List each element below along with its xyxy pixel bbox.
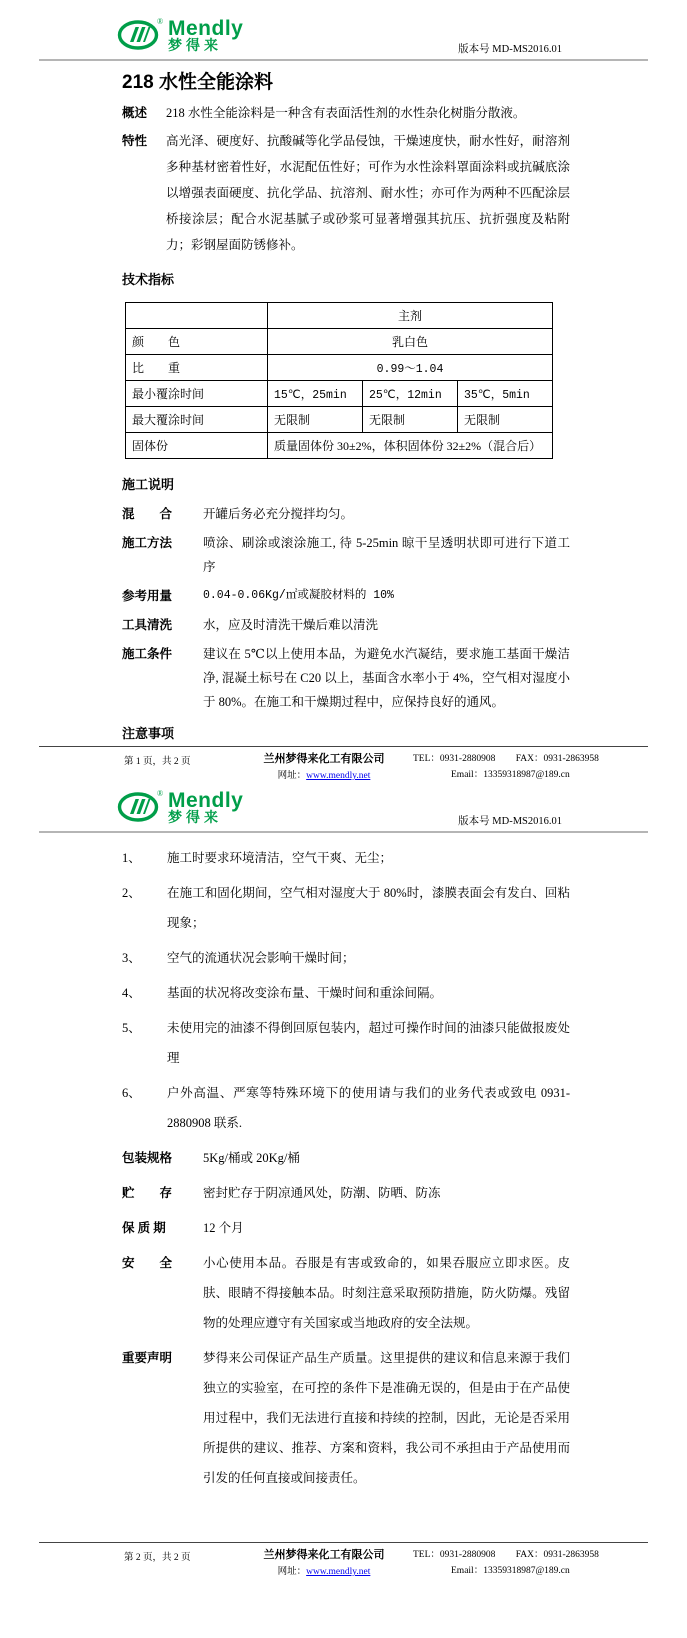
overview-row — [122, 100, 570, 126]
registered-mark-icon: ® — [157, 789, 164, 798]
note-item-4-number: 4、 — [122, 986, 141, 1000]
spec-solids-label: 固体份 — [126, 433, 268, 459]
company-name: 兰州梦得来化工有限公司 — [263, 1549, 385, 1561]
spec-color-value: 乳白色 — [268, 329, 553, 355]
spec-row-color — [126, 329, 553, 355]
shelf-life-row — [122, 1213, 570, 1243]
method-row — [122, 531, 570, 579]
spec-min-recoat-35: 35℃，5min — [458, 381, 553, 407]
overview-label: 概述 — [122, 106, 148, 120]
spec-max-recoat-2: 无限制 — [363, 407, 458, 433]
page1-page-number: 第 1 页，共 2 页 — [124, 757, 191, 767]
tel-number: TEL：0931-2880908 — [413, 754, 496, 764]
note-item-6-number: 6、 — [122, 1086, 141, 1100]
tech-specs-heading: 技术指标 — [122, 272, 175, 287]
spec-min-recoat-15: 15℃，25min — [268, 381, 363, 407]
brand-name: Mendly — [168, 17, 244, 40]
spec-row-gravity — [126, 355, 553, 381]
spec-row-min-recoat — [126, 381, 553, 407]
spec-max-recoat-3: 无限制 — [458, 407, 553, 433]
storage-row — [122, 1178, 570, 1208]
storage-text: 密封贮存于阴凉通风处，防潮、防晒、防冻 — [203, 1186, 441, 1200]
spec-table — [125, 302, 553, 459]
conditions-text: 建议在 5℃以上使用本品，为避免水汽凝结，要求施工基面干燥洁净, 混凝土标号在 C20 以上，基面含水率小于 4%，空气相对湿度小于 80%。在施工和干燥期过程中，应保持良好的通风。 — [203, 647, 570, 709]
spec-cell-empty — [126, 303, 268, 329]
overview-text: 218 水性全能涂料是一种含有表面活性剂的水性杂化树脂分散液。 — [166, 106, 526, 120]
method-label: 施工方法 — [122, 536, 173, 550]
version-number: 版本号 MD-MS2016.01 — [458, 44, 562, 55]
dosage-label: 参考用量 — [122, 589, 173, 603]
spec-gravity-value: 0.99～1.04 — [268, 355, 553, 381]
mendly-logo-icon — [117, 788, 165, 828]
product-title: 218 水性全能涂料 — [122, 72, 273, 93]
features-label: 特性 — [122, 134, 148, 148]
spec-min-recoat-25: 25℃，12min — [363, 381, 458, 407]
dosage-row — [122, 584, 570, 608]
mendly-logo-icon — [117, 16, 165, 56]
conditions-row — [122, 642, 570, 714]
construction-heading: 施工说明 — [122, 477, 175, 492]
mixing-text: 开罐后务必充分搅拌均匀。 — [203, 507, 354, 521]
brand-name: Mendly — [168, 789, 244, 812]
note-item-5-text: 未使用完的油漆不得倒回原包装内，超过可操作时间的油漆只能做报废处理 — [167, 1021, 570, 1065]
page2-header — [39, 788, 648, 833]
features-text: 高光泽、硬度好、抗酸碱等化学品侵蚀，干燥速度快，耐水性好，耐溶剂多种基材密着性好，水泥配伍性好；可作为水性涂料罩面涂料或抗碱底涂以增强表面硬度、抗化学品、抗溶剂、耐水性；亦可作为两种不匹配涂层桥接涂层；配合水泥基腻子或砂浆可显著增强其抗压、抗折强度及粘附力；彩钢屋面防锈修补。 — [166, 134, 570, 252]
website-link[interactable]: www.mendly.net — [306, 1567, 371, 1577]
brand-name-cn: 梦得来 — [168, 39, 222, 54]
spec-row-header — [126, 303, 553, 329]
note-item-2 — [122, 878, 570, 938]
storage-label: 贮 存 — [122, 1186, 173, 1200]
notes-heading: 注意事项 — [122, 726, 175, 741]
note-item-6 — [122, 1078, 570, 1138]
spec-max-recoat-label: 最大覆涂时间 — [126, 407, 268, 433]
brand-name-cn: 梦得来 — [168, 811, 222, 826]
note-item-5 — [122, 1013, 570, 1073]
dosage-text: 0.04-0.06Kg/㎡或凝胶材料的 10% — [203, 589, 394, 602]
note-item-2-text: 在施工和固化期间，空气相对湿度大于 80%时，漆膜表面会有发白、回粘现象； — [167, 886, 570, 930]
note-item-4-text: 基面的状况将改变涂布量、干燥时间和重涂间隔。 — [167, 986, 443, 1000]
spec-min-recoat-label: 最小覆涂时间 — [126, 381, 268, 407]
shelf-life-text: 12 个月 — [203, 1221, 244, 1235]
note-item-1-number: 1、 — [122, 851, 141, 865]
page1-footer — [39, 746, 648, 780]
disclaimer-label: 重要声明 — [122, 1351, 173, 1365]
page2-page-number: 第 2 页，共 2 页 — [124, 1553, 191, 1563]
page1-content — [122, 61, 570, 746]
note-item-2-number: 2、 — [122, 886, 141, 900]
shelf-life-label: 保 质 期 — [122, 1221, 166, 1235]
tool-clean-row — [122, 613, 570, 637]
email-address: Email：13359318987@189.cn — [451, 770, 570, 780]
spec-row-solids — [126, 433, 553, 459]
note-item-3-text: 空气的流通状况会影响干燥时间； — [167, 951, 355, 965]
mixing-label: 混 合 — [122, 507, 173, 521]
spec-row-max-recoat — [126, 407, 553, 433]
spec-max-recoat-1: 无限制 — [268, 407, 363, 433]
company-logo — [117, 16, 243, 56]
page1-header — [39, 16, 648, 61]
tel-number: TEL：0931-2880908 — [413, 1550, 496, 1560]
safety-label: 安 全 — [122, 1256, 173, 1270]
packaging-label: 包装规格 — [122, 1151, 173, 1165]
disclaimer-text: 梦得来公司保证产品生产质量。这里提供的建议和信息来源于我们独立的实验室，在可控的条件下是准确无误的，但是由于在产品使用过程中，我们无法进行直接和持续的控制，因此，无论是否采用所提供的建议、推荐、方案和资料，我公司不承担由于产品使用而引发的任何直接或间接责任。 — [203, 1351, 570, 1485]
email-address: Email：13359318987@189.cn — [451, 1566, 570, 1576]
company-name: 兰州梦得来化工有限公司 — [263, 753, 385, 765]
web-label: 网址： — [277, 1567, 307, 1577]
note-item-1-text: 施工时要求环境清洁，空气干爽、无尘； — [167, 851, 393, 865]
note-item-5-number: 5、 — [122, 1021, 141, 1035]
method-text: 喷涂、刷涂或滚涂施工, 待 5-25min 晾干呈透明状即可进行下道工序 — [203, 536, 570, 574]
spec-color-label: 颜 色 — [126, 329, 268, 355]
page-1 — [0, 0, 687, 780]
page2-content — [122, 843, 570, 1498]
page2-footer — [39, 1542, 648, 1583]
tool-clean-text: 水，应及时清洗干燥后难以清洗 — [203, 618, 379, 632]
spec-main-agent: 主剂 — [268, 303, 553, 329]
note-item-6-text: 户外高温、严寒等特殊环境下的使用请与我们的业务代表或致电 0931-2880908 联系. — [167, 1086, 570, 1130]
packaging-text: 5Kg/桶或 20Kg/桶 — [203, 1151, 300, 1165]
version-number: 版本号 MD-MS2016.01 — [458, 816, 562, 827]
web-label: 网址： — [277, 771, 307, 780]
tool-clean-label: 工具清洗 — [122, 618, 173, 632]
safety-row — [122, 1248, 570, 1338]
features-row — [122, 128, 570, 258]
fax-number: FAX：0931-2863958 — [515, 754, 599, 764]
conditions-label: 施工条件 — [122, 647, 173, 661]
note-item-4 — [122, 978, 570, 1008]
disclaimer-row — [122, 1343, 570, 1493]
page-2 — [0, 780, 687, 1638]
note-item-1 — [122, 843, 570, 873]
fax-number: FAX：0931-2863958 — [515, 1550, 599, 1560]
mixing-row — [122, 502, 570, 526]
note-item-3 — [122, 943, 570, 973]
note-item-3-number: 3、 — [122, 951, 141, 965]
safety-text: 小心使用本品。吞服是有害或致命的，如果吞服应立即求医。皮肤、眼睛不得接触本品。时刻注意采取预防措施，防火防爆。残留物的处理应遵守有关国家或当地政府的安全法规。 — [203, 1256, 570, 1330]
spec-gravity-label: 比 重 — [126, 355, 268, 381]
registered-mark-icon: ® — [157, 17, 164, 26]
spec-solids-value: 质量固体份 30±2%，体积固体份 32±2%（混合后） — [268, 433, 553, 459]
website-link[interactable]: www.mendly.net — [306, 771, 371, 780]
company-logo-page2 — [117, 788, 243, 828]
packaging-row — [122, 1143, 570, 1173]
